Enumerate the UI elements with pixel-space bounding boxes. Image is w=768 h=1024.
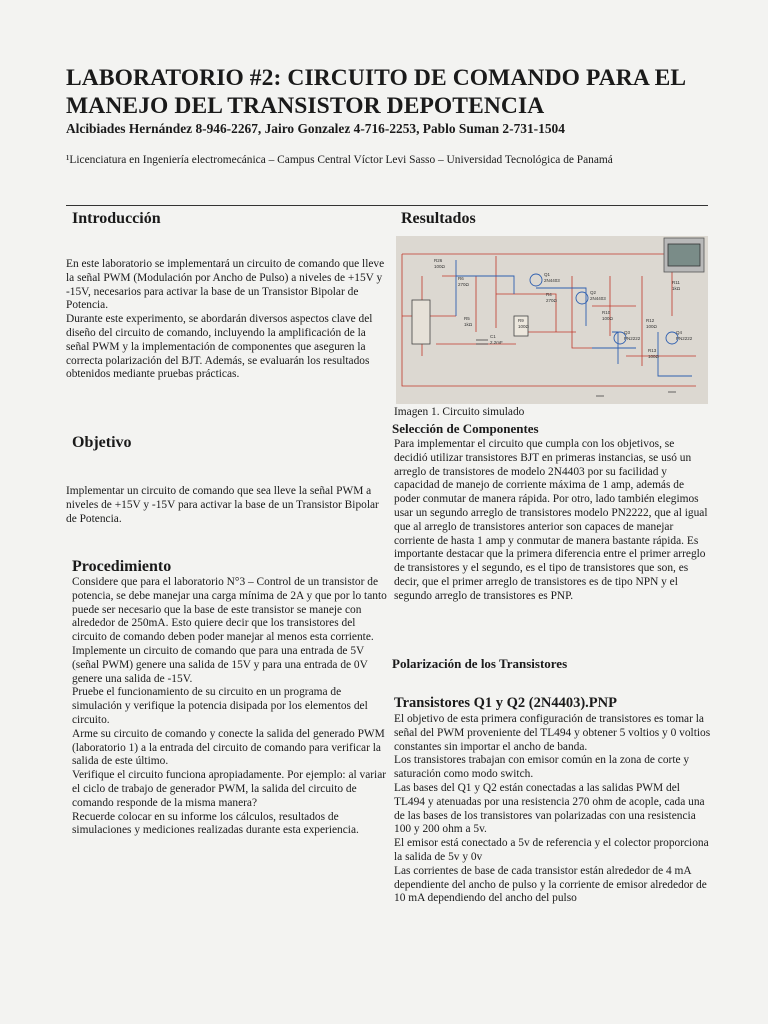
paper-authors: Alcibiades Hernández 8-946-2267, Jairo Gonzalez 4-716-2253, Pablo Suman 2-731-1504 bbox=[66, 121, 565, 136]
selection-paragraph: Para implementar el circuito que cumpla con los objetivos, se decidió utilizar transistores BJT en primeras instancias, se usó un arreglo de transistores de modelo 2N4403 por su facilidad y capacidad de manejo de corriente máxima de 1 amp, además de poder conmutar de manera rápida. Por otro, lado también elegimos usar un segundo arreglo de transistores modelo PN2222, que al igual que al arreglo de transistores anterior son capaces de manejar corriente de hasta 1 amp y conmutar de manera bastante rápida. Es importante destacar que la primera diferencia entre el primer arreglo de transistores y el segundo, es el tipo de transistores que son, es decir, que el primer arreglo de transistores es de tipo NPN y el segundo arreglo de transistores es PNP. bbox=[394, 438, 708, 602]
procedure-paragraph: Considere que para el laboratorio N°3 – Control de un transistor de potencia, se debe manejar una carga mínima de 2A y que por lo tanto puede ser necesario que la base de este transistor se maneje con alrededor de 250mA. Esto quiere decir que los transistores del circuito de comando deben poder manejar al menos esta corriente. bbox=[72, 576, 387, 644]
transistors-q1-q2-heading: Transistores Q1 y Q2 (2N4403).PNP bbox=[394, 695, 617, 711]
schematic-label: R6 bbox=[458, 276, 464, 281]
transistor-paragraph: El objetivo de esta primera configuración de transistores es tomar la señal del PWM proveniente del TL494 y obtener 5 voltios y 0 voltios constantes sin importar el ancho de banda. bbox=[394, 713, 711, 753]
schematic-label: R9 bbox=[518, 318, 524, 323]
schematic-label: 2N4403 bbox=[544, 278, 560, 283]
schematic-label: 1kΩ bbox=[672, 286, 681, 291]
schematic-label: 100Ω bbox=[648, 354, 659, 359]
schematic-label: R12 bbox=[646, 318, 655, 323]
schematic-label: R13 bbox=[648, 348, 657, 353]
circuit-figure bbox=[396, 236, 708, 404]
selection-heading: Selección de Componentes bbox=[392, 421, 539, 436]
schematic-label: C1 bbox=[490, 334, 496, 339]
circuit-schematic bbox=[396, 236, 708, 404]
transistor-paragraph: Las bases del Q1 y Q2 están conectadas a las salidas PWM del TL494 y atenuadas por una resistencia 270 ohm de acople, cada una de las bases de los transistores van polarizadas con una resistencia 100 y 200 ohm a 5v. bbox=[394, 781, 705, 836]
intro-paragraph: En este laboratorio se implementará un circuito de comando que lleve la señal PWM (Modulación por Ancho de Pulso) a niveles de +15V y -15V, necesarios para activar la base de un Transistor Bipolar de Potencia. bbox=[66, 258, 385, 312]
schematic-label: 2N4403 bbox=[590, 296, 606, 301]
figure-caption: Imagen 1. Circuito simulado bbox=[394, 406, 525, 418]
schematic-label: 100Ω bbox=[602, 316, 613, 321]
objective-body bbox=[66, 485, 382, 526]
transistor-paragraph: Las corrientes de base de cada transistor están alrededor de 4 mA dependiente del ancho de pulso y la corriente de emisor alrededor de 10 mA dependiendo del ancho del pulso bbox=[394, 864, 707, 905]
schematic-label: Q4 bbox=[676, 330, 683, 335]
schematic-label: 270Ω bbox=[458, 282, 469, 287]
schematic-label: R5 bbox=[464, 316, 470, 321]
schematic-label: R26 bbox=[434, 258, 443, 263]
schematic-label: Q1 bbox=[544, 272, 551, 277]
results-heading: Resultados bbox=[401, 210, 476, 227]
paper-affiliation: ¹Licenciatura en Ingeniería electromecánica – Campus Central Víctor Levi Sasso – Universidad Tecnológica de Panamá bbox=[66, 154, 613, 166]
paper-title: LABORATORIO #2: CIRCUITO DE COMANDO PARA EL MANEJO DEL TRANSISTOR DEPOTENCIA bbox=[66, 65, 685, 119]
schematic-label: PN2222 bbox=[676, 336, 693, 341]
procedure-paragraph: Recuerde colocar en su informe los cálculos, resultados de simulaciones y mediciones realizadas durante esta experiencia. bbox=[72, 810, 359, 837]
intro-body bbox=[66, 258, 388, 382]
transistor-paragraph: El emisor está conectado a 5v de referencia y el colector proporciona la salida de 5v y 0v bbox=[394, 837, 709, 863]
procedure-paragraph: Verifique el circuito funciona apropiadamente. Por ejemplo: al variar el ciclo de trabajo de generador PWM, la salida del circuito de comando responde de la misma manera? bbox=[72, 769, 387, 809]
schematic-label: PN2222 bbox=[624, 336, 641, 341]
header-divider bbox=[66, 205, 708, 206]
procedure-body bbox=[72, 576, 390, 838]
transistors-q1-q2-body bbox=[394, 713, 712, 906]
objective-paragraph: Implementar un circuito de comando que sea lleve la señal PWM a niveles de +15V y -15V para activar la base de un Transistor Bipolar de Potencia. bbox=[66, 485, 379, 525]
procedure-paragraph: Implemente un circuito de comando que para una entrada de 5V (señal PWM) genere una salida de 15V y para una entrada de 0V genere una salida de -15V. bbox=[72, 644, 368, 685]
schematic-label: Q2 bbox=[590, 290, 597, 295]
procedure-paragraph: Pruebe el funcionamiento de su circuito en un programa de simulación y verifique la potencia disipada por los elementos del circuito. bbox=[72, 686, 368, 726]
schematic-label: 100Ω bbox=[518, 324, 529, 329]
schematic-label: 100Ω bbox=[434, 264, 445, 269]
polarization-heading: Polarización de los Transistores bbox=[392, 656, 568, 671]
schematic-label: Q3 bbox=[624, 330, 631, 335]
schematic-label: 270Ω bbox=[546, 298, 557, 303]
schematic-label: R10 bbox=[602, 310, 611, 315]
schematic-label: 2.2mF bbox=[490, 340, 503, 345]
transistor-paragraph: Los transistores trabajan con emisor común en la zona de corte y saturación como modo switch. bbox=[394, 754, 690, 781]
procedure-paragraph: Arme su circuito de comando y conecte la salida del generado PWM (laboratorio 1) a la entrada del circuito de comando para verificar la salida de este último. bbox=[72, 727, 385, 768]
objective-heading: Objetivo bbox=[72, 434, 132, 451]
procedure-heading: Procedimiento bbox=[72, 558, 172, 575]
intro-heading: Introducción bbox=[72, 210, 161, 227]
intro-paragraph: Durante este experimento, se abordarán diversos aspectos clave del diseño del circuito de comando, incluyendo la amplificación de la señal PWM y la implementación de componentes que aseguren la correcta polarización del BJT. Además, se evaluarán los resultados obtenidos mediante pruebas prácticas. bbox=[66, 313, 373, 381]
schematic-label: 100Ω bbox=[646, 324, 657, 329]
schematic-label: R4 bbox=[546, 292, 552, 297]
selection-body bbox=[394, 438, 710, 604]
schematic-label: R11 bbox=[672, 280, 680, 285]
schematic-label: 1kΩ bbox=[464, 322, 473, 327]
